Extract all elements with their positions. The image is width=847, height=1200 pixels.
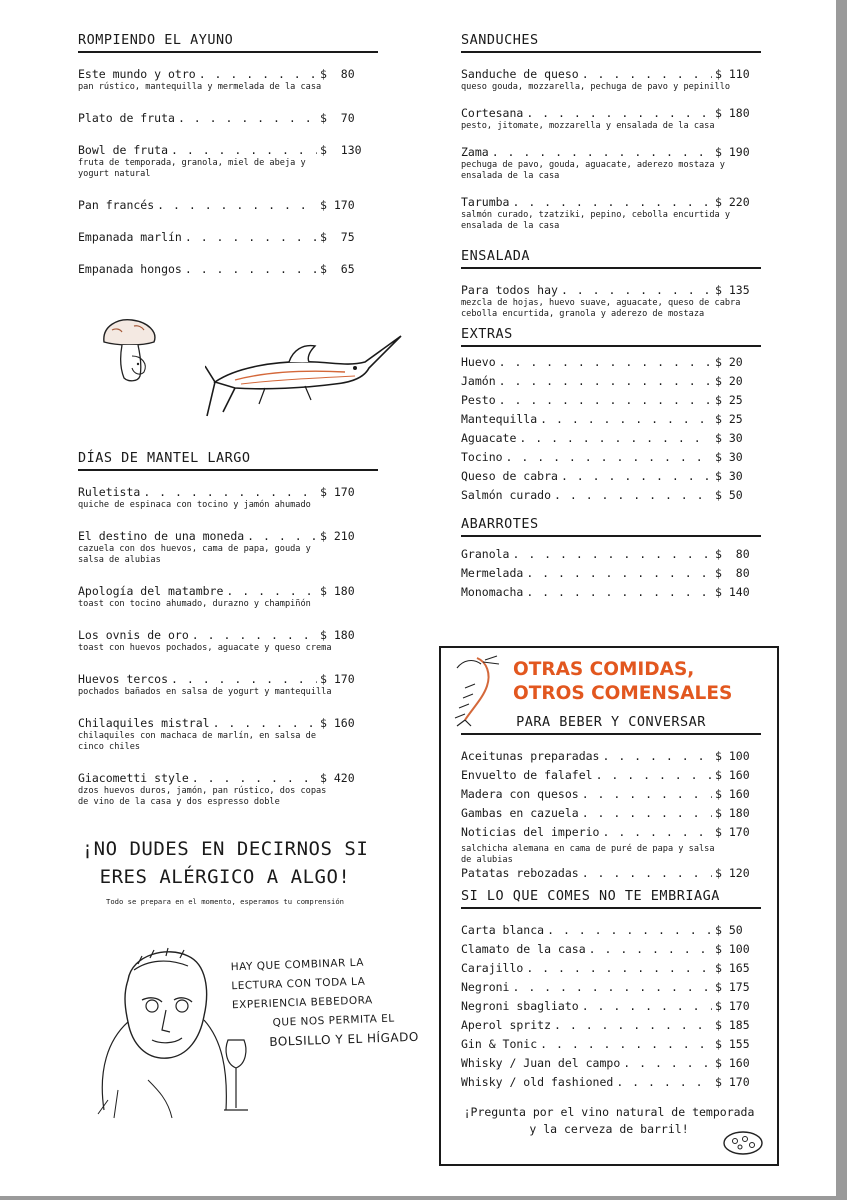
- section-ensalada: [461, 248, 761, 320]
- section-title: ROMPIENDO EL AYUNO: [78, 32, 378, 53]
- menu-item: [461, 585, 761, 599]
- menu-item-description: pochados bañados en salsa de yogurt y mantequilla: [78, 687, 332, 697]
- menu-item-row: [461, 1075, 761, 1089]
- menu-item: [461, 547, 761, 561]
- swordfish-illustration: [205, 332, 405, 422]
- menu-item-row: [461, 585, 761, 599]
- menu-item-description: mezcla de hojas, huevo suave, aguacate, queso de cabra cebolla encurtida, granola y aderezo de mostaza: [461, 298, 741, 319]
- menu-item: [461, 469, 761, 483]
- ensalada-list: [461, 283, 761, 320]
- menu-item-description: cazuela con dos huevos, cama de papa, gouda y salsa de alubias: [78, 544, 311, 565]
- dot-leader: [561, 283, 712, 297]
- dot-leader: [226, 584, 317, 598]
- menu-item: [78, 584, 378, 610]
- dot-leader: [185, 262, 317, 276]
- menu-item-price: $ 160: [715, 768, 750, 782]
- menu-item-price: $ 220: [715, 195, 750, 209]
- menu-item-description: pesto, jitomate, mozzarella y ensalada de la casa: [461, 121, 715, 131]
- menu-item: [78, 198, 378, 212]
- menu-item-price: $ 160: [320, 716, 355, 730]
- dot-leader: [213, 716, 317, 730]
- dot-leader: [589, 942, 712, 956]
- box-heading-line-2: OTROS COMENSALES: [513, 683, 733, 704]
- dot-leader: [171, 672, 317, 686]
- menu-item-name: Cortesana: [461, 106, 524, 120]
- menu-item-name: Gin & Tonic: [461, 1037, 538, 1051]
- allergy-line-1: ¡NO DUDES EN DECIRNOS SI: [81, 838, 369, 860]
- section-rompiendo: [78, 32, 378, 276]
- dot-leader: [192, 771, 317, 785]
- menu-item-row: [461, 749, 761, 763]
- left-column: [78, 32, 378, 294]
- menu-item-row: [461, 195, 761, 209]
- allergy-line-2: ERES ALÉRGICO A ALGO!: [99, 866, 351, 888]
- dot-leader: [519, 431, 712, 445]
- box-content: [461, 714, 761, 1094]
- menu-item: [78, 716, 378, 753]
- menu-item: [78, 143, 378, 180]
- dot-leader: [247, 529, 317, 543]
- menu-item-row: [461, 283, 761, 297]
- mushroom-illustration: [98, 316, 162, 386]
- rompiendo-list: [78, 67, 378, 276]
- menu-item-price: $ 30: [715, 450, 743, 464]
- abarrotes-list: [461, 547, 761, 599]
- menu-item: [461, 566, 761, 580]
- menu-item-name: Tocino: [461, 450, 503, 464]
- menu-item-description: toast con huevos pochados, aguacate y queso crema: [78, 643, 332, 653]
- dot-leader: [540, 1037, 712, 1051]
- box-heading: [513, 658, 732, 706]
- menu-item-description: pan rústico, mantequilla y mermelada de la casa: [78, 82, 322, 92]
- menu-item-name: Giacometti style: [78, 771, 189, 785]
- menu-item-price: $ 80: [320, 67, 355, 81]
- dias-list: [78, 485, 378, 808]
- menu-item: [461, 787, 761, 801]
- otras-comidas-box: [439, 646, 779, 1166]
- sanduches-list: [461, 67, 761, 232]
- menu-item-description: salmón curado, tzatziki, pepino, cebolla encurtida y ensalada de la casa: [461, 210, 731, 231]
- menu-item-name: Carajillo: [461, 961, 524, 975]
- menu-item-row: [78, 143, 378, 157]
- menu-item-price: $ 180: [715, 106, 750, 120]
- menu-item-row: [461, 431, 761, 445]
- embriaga-list: [461, 923, 761, 1089]
- menu-item-price: $ 50: [715, 923, 743, 937]
- dot-leader: [526, 961, 712, 975]
- dot-leader: [582, 787, 712, 801]
- menu-item: [461, 999, 761, 1013]
- menu-item-description: fruta de temporada, granola, miel de abeja y yogurt natural: [78, 158, 306, 179]
- menu-item-name: Pan francés: [78, 198, 155, 212]
- menu-item-row: [461, 547, 761, 561]
- menu-item-row: [461, 67, 761, 81]
- menu-item-name: Ruletista: [78, 485, 141, 499]
- allergy-notice: [50, 835, 400, 906]
- menu-item-row: [461, 566, 761, 580]
- menu-item-row: [461, 488, 761, 502]
- left-column-lower: [78, 450, 378, 826]
- menu-item: [461, 450, 761, 464]
- menu-item-price: $ 180: [715, 806, 750, 820]
- menu-item-name: Zama: [461, 145, 489, 159]
- menu-item-price: $ 170: [320, 198, 355, 212]
- menu-item-price: $ 185: [715, 1018, 750, 1032]
- menu-item: [461, 1037, 761, 1051]
- menu-item-row: [461, 825, 761, 839]
- menu-item-name: Tarumba: [461, 195, 510, 209]
- menu-item-name: Aperol spritz: [461, 1018, 552, 1032]
- menu-item-description: salchicha alemana en cama de puré de papa y salsa de alubias: [461, 844, 715, 865]
- menu-item-name: Gambas en cazuela: [461, 806, 579, 820]
- menu-item-name: Carta blanca: [461, 923, 545, 937]
- handwritten-line: QUE NOS PERMITA EL: [272, 1012, 395, 1029]
- menu-item-row: [461, 1018, 761, 1032]
- menu-item-row: [461, 412, 761, 426]
- menu-item: [78, 529, 378, 566]
- menu-item-price: $ 190: [715, 145, 750, 159]
- menu-item-row: [461, 787, 761, 801]
- menu-item-row: [461, 393, 761, 407]
- menu-item-price: $ 170: [715, 999, 750, 1013]
- menu-item-name: Jamón: [461, 374, 496, 388]
- section-title: SANDUCHES: [461, 32, 761, 53]
- menu-item-row: [461, 866, 761, 880]
- menu-item-name: Apología del matambre: [78, 584, 224, 598]
- menu-item-name: Whisky / old fashioned: [461, 1075, 614, 1089]
- menu-item-price: $ 100: [715, 749, 750, 763]
- menu-item-name: Chilaquiles mistral: [78, 716, 210, 730]
- allergy-note: Todo se prepara en el momento, esperamos tu comprensión: [106, 897, 344, 906]
- menu-item-name: Mantequilla: [461, 412, 538, 426]
- menu-item-row: [461, 106, 761, 120]
- menu-item-row: [461, 355, 761, 369]
- footer-note-line-2: y la cerveza de barril!: [529, 1122, 689, 1136]
- menu-item-price: $ 80: [715, 566, 750, 580]
- menu-item-row: [461, 1056, 761, 1070]
- dot-leader: [512, 195, 712, 209]
- menu-item: [461, 488, 761, 502]
- menu-item-name: Patatas rebozadas: [461, 866, 579, 880]
- menu-item-name: Mermelada: [461, 566, 524, 580]
- dot-leader: [499, 393, 712, 407]
- menu-item-name: Queso de cabra: [461, 469, 558, 483]
- dot-leader: [582, 866, 712, 880]
- menu-item-price: $ 170: [320, 672, 355, 686]
- dot-leader: [582, 67, 712, 81]
- menu-item-name: Los ovnis de oro: [78, 628, 189, 642]
- right-column: [461, 32, 761, 604]
- menu-item-price: $ 65: [320, 262, 355, 276]
- menu-item-row: [461, 145, 761, 159]
- menu-item: [461, 961, 761, 975]
- dot-leader: [596, 768, 712, 782]
- menu-item: [78, 230, 378, 244]
- menu-item-price: $ 110: [715, 67, 750, 81]
- menu-item-description: pechuga de pavo, gouda, aguacate, aderezo mostaza y ensalada de la casa: [461, 160, 725, 181]
- menu-item: [461, 431, 761, 445]
- menu-item: [461, 825, 761, 866]
- menu-item: [461, 866, 761, 880]
- menu-item-name: Madera con quesos: [461, 787, 579, 801]
- dot-leader: [526, 585, 712, 599]
- dot-leader: [616, 1075, 712, 1089]
- menu-item-name: Envuelto de falafel: [461, 768, 593, 782]
- section-dias: [78, 450, 378, 808]
- menu-item: [461, 145, 761, 182]
- handwritten-line: BOLSILLO Y EL HÍGADO: [269, 1029, 419, 1049]
- dot-leader: [554, 1018, 712, 1032]
- menu-item: [78, 67, 378, 93]
- menu-item-row: [461, 450, 761, 464]
- menu-item-row: [78, 262, 378, 276]
- menu-item-price: $ 160: [715, 787, 750, 801]
- menu-item-row: [461, 961, 761, 975]
- menu-item-price: $ 170: [715, 1075, 750, 1089]
- dot-leader: [602, 749, 712, 763]
- extras-list: [461, 355, 761, 502]
- section-title: DÍAS DE MANTEL LARGO: [78, 450, 378, 471]
- menu-item-name: Aceitunas preparadas: [461, 749, 600, 763]
- menu-item-price: $ 130: [320, 143, 362, 157]
- menu-item: [461, 749, 761, 763]
- menu-item: [461, 1018, 761, 1032]
- menu-item-row: [461, 469, 761, 483]
- handwritten-line: HAY QUE COMBINAR LA: [230, 956, 365, 974]
- menu-item-price: $ 155: [715, 1037, 750, 1051]
- dot-leader: [526, 106, 712, 120]
- menu-item-row: [461, 980, 761, 994]
- section-title: PARA BEBER Y CONVERSAR: [461, 714, 761, 735]
- menu-item-row: [461, 768, 761, 782]
- dot-leader: [506, 450, 712, 464]
- menu-item: [461, 355, 761, 369]
- menu-item-row: [461, 999, 761, 1013]
- menu-item-name: Sanduche de queso: [461, 67, 579, 81]
- dot-leader: [512, 547, 712, 561]
- menu-item-price: $ 50: [715, 488, 743, 502]
- menu-item-name: Para todos hay: [461, 283, 558, 297]
- dot-leader: [554, 488, 712, 502]
- menu-item-row: [78, 584, 378, 598]
- section-sanduches: [461, 32, 761, 232]
- menu-item-price: $ 160: [715, 1056, 750, 1070]
- section-title: ABARROTES: [461, 516, 761, 537]
- menu-item-name: Salmón curado: [461, 488, 552, 502]
- menu-item-name: Huevos tercos: [78, 672, 169, 686]
- menu-item-row: [78, 111, 378, 125]
- menu-item-description: queso gouda, mozzarella, pechuga de pavo y pepinillo: [461, 82, 731, 92]
- menu-item-name: Pesto: [461, 393, 496, 407]
- menu-item-row: [78, 485, 378, 499]
- menu-item: [461, 412, 761, 426]
- menu-item-price: $ 420: [320, 771, 355, 785]
- menu-item-name: Este mundo y otro: [78, 67, 196, 81]
- menu-item-name: Aguacate: [461, 431, 517, 445]
- menu-item: [461, 768, 761, 782]
- bread-illustration: [721, 1128, 765, 1158]
- menu-item-description: toast con tocino ahumado, durazno y champiñón: [78, 599, 311, 609]
- menu-item-row: [78, 771, 378, 785]
- menu-item-name: Granola: [461, 547, 510, 561]
- menu-item-row: [78, 672, 378, 686]
- menu-item-price: $ 135: [715, 283, 750, 297]
- menu-item-row: [78, 529, 378, 543]
- menu-item-price: $ 170: [715, 825, 750, 839]
- dot-leader: [526, 566, 712, 580]
- menu-item-price: $ 210: [320, 529, 355, 543]
- beber-list: [461, 749, 761, 880]
- menu-item-name: Negroni: [461, 980, 510, 994]
- dot-leader: [178, 111, 317, 125]
- menu-item-row: [461, 806, 761, 820]
- section-title: SI LO QUE COMES NO TE EMBRIAGA: [461, 888, 761, 909]
- dot-leader: [512, 980, 712, 994]
- menu-item-name: Negroni sbagliato: [461, 999, 579, 1013]
- menu-item-row: [461, 1037, 761, 1051]
- dot-leader: [185, 230, 317, 244]
- menu-item-name: Noticias del imperio: [461, 825, 600, 839]
- dot-leader: [192, 628, 317, 642]
- dot-leader: [499, 374, 712, 388]
- menu-item-price: $ 30: [715, 469, 743, 483]
- dot-leader: [582, 999, 712, 1013]
- dot-leader: [540, 412, 712, 426]
- menu-item: [78, 672, 378, 698]
- handwritten-note: [230, 952, 419, 1053]
- menu-item: [461, 67, 761, 93]
- menu-item-name: Clamato de la casa: [461, 942, 586, 956]
- menu-item: [78, 262, 378, 276]
- menu-item: [461, 942, 761, 956]
- menu-item-price: $ 20: [715, 374, 743, 388]
- menu-item: [461, 1075, 761, 1089]
- menu-item-price: $ 25: [715, 393, 743, 407]
- menu-item-row: [78, 628, 378, 642]
- menu-item: [461, 106, 761, 132]
- dot-leader: [582, 806, 712, 820]
- menu-item-row: [461, 374, 761, 388]
- dot-leader: [143, 485, 317, 499]
- menu-item: [461, 980, 761, 994]
- menu-item-price: $ 100: [715, 942, 750, 956]
- section-abarrotes: [461, 516, 761, 599]
- menu-item: [78, 485, 378, 511]
- dot-leader: [157, 198, 317, 212]
- menu-item-price: $ 175: [715, 980, 750, 994]
- menu-item: [461, 195, 761, 232]
- menu-item: [461, 374, 761, 388]
- menu-item: [461, 283, 761, 320]
- menu-item-description: chilaquiles con machaca de marlín, en salsa de cinco chiles: [78, 731, 316, 752]
- dot-leader: [561, 469, 712, 483]
- menu-item-description: quiche de espinaca con tocino y jamón ahumado: [78, 500, 311, 510]
- section-extras: [461, 326, 761, 502]
- section-title: EXTRAS: [461, 326, 761, 347]
- menu-item-price: $ 170: [320, 485, 355, 499]
- menu-item-row: [78, 198, 378, 212]
- menu-item-price: $ 30: [715, 431, 743, 445]
- menu-item-price: $ 80: [715, 547, 750, 561]
- menu-item-price: $ 180: [320, 584, 355, 598]
- menu-item-row: [461, 942, 761, 956]
- box-heading-line-1: OTRAS COMIDAS,: [513, 659, 695, 680]
- menu-item-row: [78, 716, 378, 730]
- menu-item-row: [78, 230, 378, 244]
- menu-item-name: Monomacha: [461, 585, 524, 599]
- menu-item-name: Plato de fruta: [78, 111, 175, 125]
- menu-item: [461, 923, 761, 937]
- menu-item: [78, 628, 378, 654]
- menu-item-price: $ 120: [715, 866, 750, 880]
- menu-item: [461, 393, 761, 407]
- menu-item-price: $ 75: [320, 230, 355, 244]
- dot-leader: [623, 1056, 712, 1070]
- menu-item-row: [78, 67, 378, 81]
- handwritten-line: EXPERIENCIA BEBEDORA: [231, 994, 373, 1012]
- dot-leader: [547, 923, 712, 937]
- menu-item: [461, 806, 761, 820]
- handwritten-line: LECTURA CON TODA LA: [231, 975, 366, 993]
- dot-leader: [171, 143, 317, 157]
- menu-item: [78, 771, 378, 808]
- menu-item-price: $ 165: [715, 961, 750, 975]
- dot-leader: [499, 355, 712, 369]
- menu-item-price: $ 25: [715, 412, 743, 426]
- dot-leader: [199, 67, 317, 81]
- menu-item-price: $ 140: [715, 585, 750, 599]
- menu-item-name: Bowl de fruta: [78, 143, 169, 157]
- menu-item-name: El destino de una moneda: [78, 529, 245, 543]
- dot-leader: [602, 825, 712, 839]
- menu-item-price: $ 20: [715, 355, 743, 369]
- menu-item-price: $ 70: [320, 111, 355, 125]
- menu-item: [78, 111, 378, 125]
- menu-item-name: Huevo: [461, 355, 496, 369]
- menu-item-name: Empanada hongos: [78, 262, 182, 276]
- section-title: ENSALADA: [461, 248, 761, 269]
- menu-item-description: dzos huevos duros, jamón, pan rústico, dos copas de vino de la casa y dos espresso doble: [78, 786, 327, 807]
- menu-item-name: Whisky / Juan del campo: [461, 1056, 621, 1070]
- footer-note-line-1: ¡Pregunta por el vino natural de temporada: [463, 1105, 755, 1119]
- menu-item-name: Empanada marlín: [78, 230, 182, 244]
- dot-leader: [492, 145, 712, 159]
- menu-item-row: [461, 923, 761, 937]
- menu-item-price: $ 180: [320, 628, 355, 642]
- menu-item: [461, 1056, 761, 1070]
